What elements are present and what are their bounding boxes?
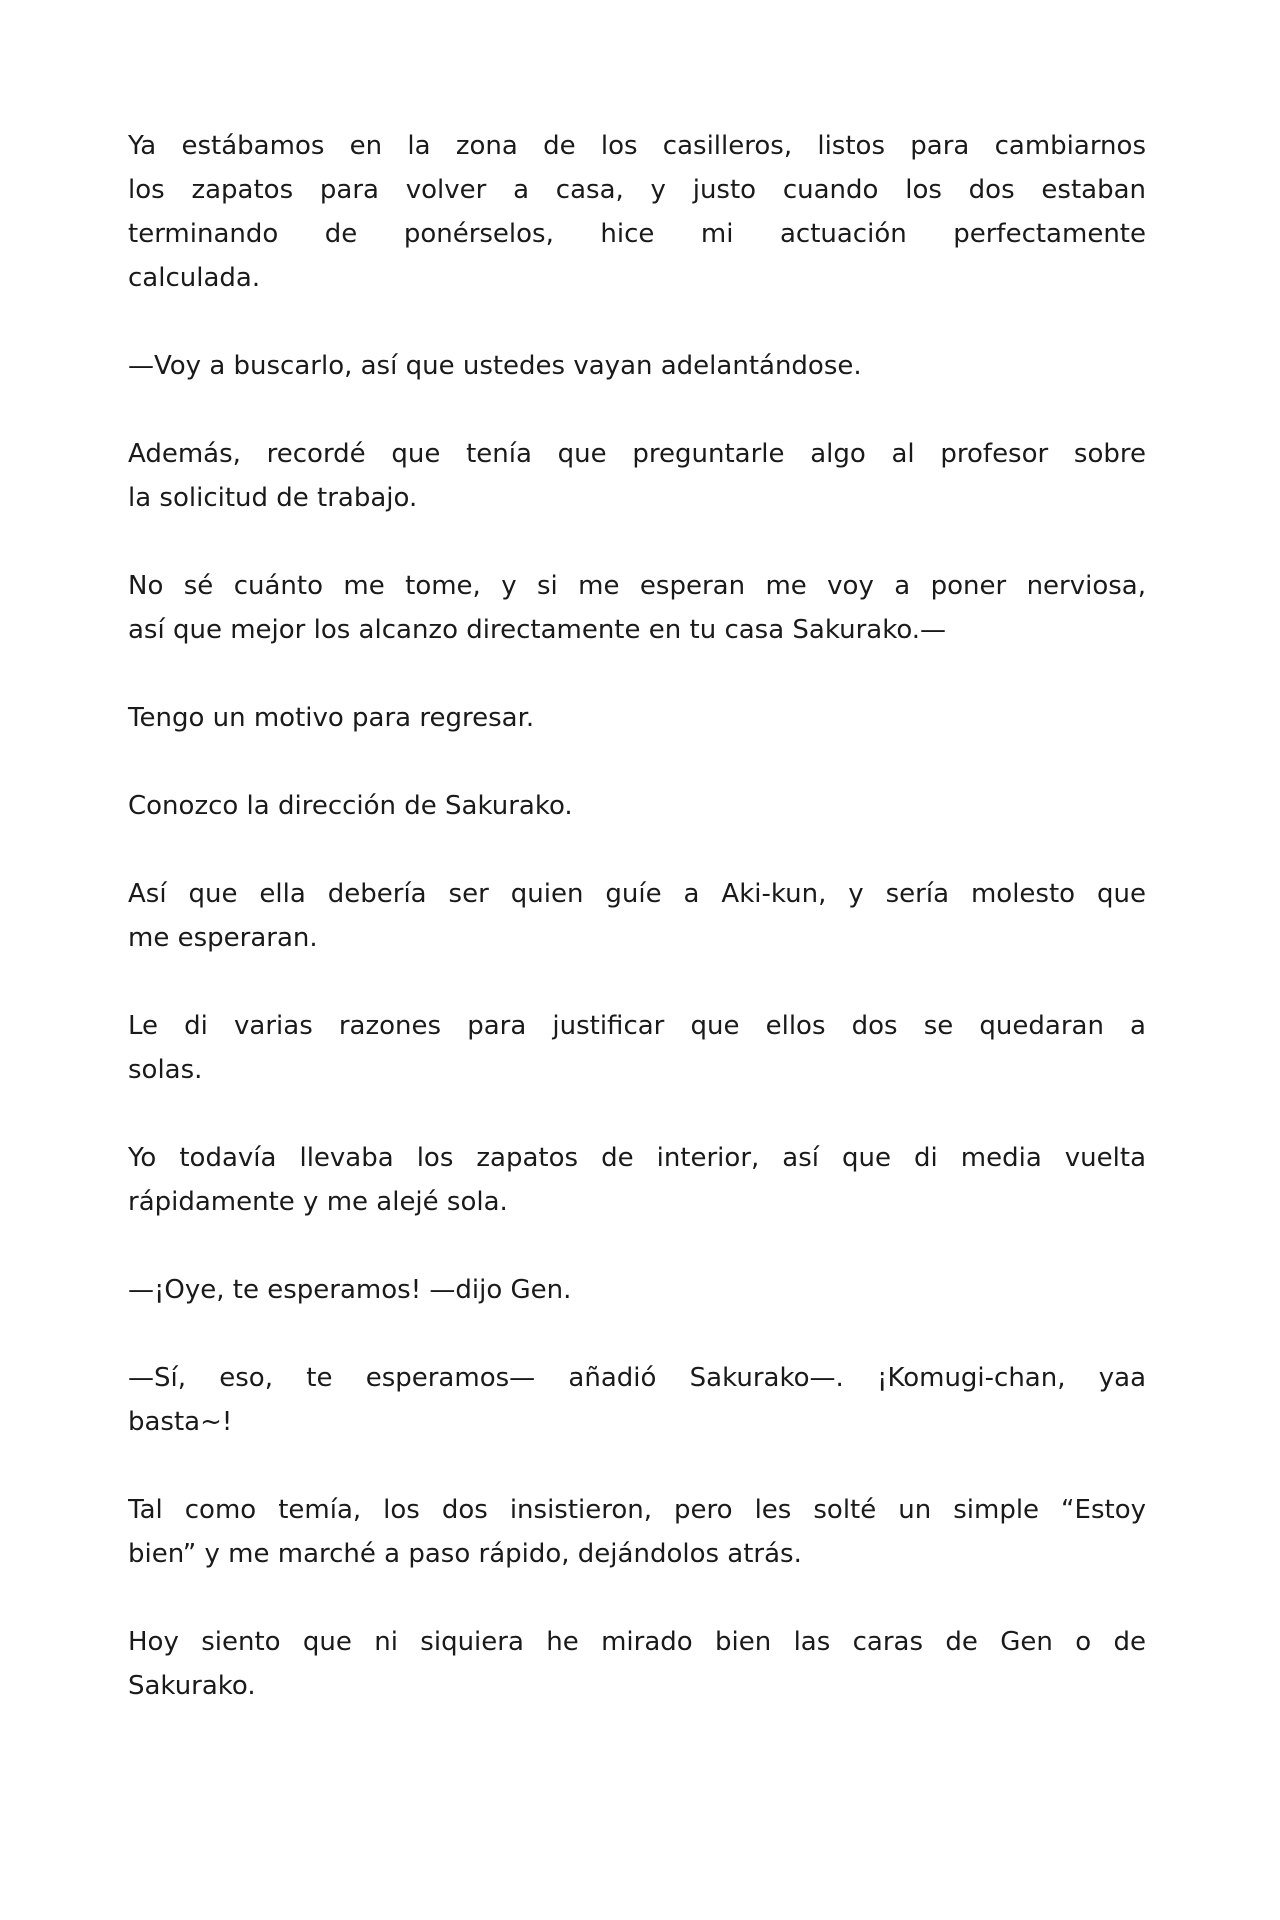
paragraph	[128, 1620, 1146, 1708]
paragraph	[128, 124, 1146, 300]
text-line: bien” y me marché a paso rápido, dejándolos atrás.	[128, 1539, 802, 1569]
text-line: No sé cuánto me tome, y si me esperan me voy a poner nerviosa,	[128, 571, 1146, 601]
text-line: Además, recordé que tenía que preguntarle algo al profesor sobre	[128, 439, 1146, 469]
paragraph	[128, 1136, 1146, 1224]
text-line: la solicitud de trabajo.	[128, 483, 418, 513]
paragraph	[128, 344, 1146, 388]
text-line: Ya estábamos en la zona de los casilleros, listos para cambiarnos	[128, 131, 1146, 161]
paragraph	[128, 1268, 1146, 1312]
text-line: Tengo un motivo para regresar.	[128, 703, 535, 733]
text-line: —Sí, eso, te esperamos— añadió Sakurako—. ¡Komugi-chan, yaa	[128, 1363, 1146, 1393]
text-line: solas.	[128, 1055, 203, 1085]
text-line: Le di varias razones para justificar que ellos dos se quedaran a	[128, 1011, 1146, 1041]
paragraph	[128, 872, 1146, 960]
text-line: —Voy a buscarlo, así que ustedes vayan adelantándose.	[128, 351, 862, 381]
text-line: me esperaran.	[128, 923, 318, 953]
paragraph	[128, 1488, 1146, 1576]
paragraph	[128, 696, 1146, 740]
text-line: Tal como temía, los dos insistieron, pero les solté un simple “Estoy	[128, 1495, 1146, 1525]
text-line: Así que ella debería ser quien guíe a Aki-kun, y sería molesto que	[128, 879, 1146, 909]
text-line: —¡Oye, te esperamos! —dijo Gen.	[128, 1275, 572, 1305]
text-line: terminando de ponérselos, hice mi actuación perfectamente	[128, 219, 1146, 249]
text-line: Yo todavía llevaba los zapatos de interior, así que di media vuelta	[128, 1143, 1146, 1173]
paragraph	[128, 784, 1146, 828]
text-line: calculada.	[128, 263, 261, 293]
paragraph	[128, 432, 1146, 520]
text-line: así que mejor los alcanzo directamente en tu casa Sakurako.—	[128, 615, 947, 645]
text-line: Hoy siento que ni siquiera he mirado bien las caras de Gen o de	[128, 1627, 1146, 1657]
text-line: basta~!	[128, 1407, 233, 1437]
paragraph	[128, 564, 1146, 652]
text-line: Sakurako.	[128, 1671, 256, 1701]
text-line: Conozco la dirección de Sakurako.	[128, 791, 573, 821]
paragraph	[128, 1356, 1146, 1444]
text-line: los zapatos para volver a casa, y justo cuando los dos estaban	[128, 175, 1146, 205]
paragraph	[128, 1004, 1146, 1092]
text-line: rápidamente y me alejé sola.	[128, 1187, 508, 1217]
document-page	[128, 124, 1146, 1752]
